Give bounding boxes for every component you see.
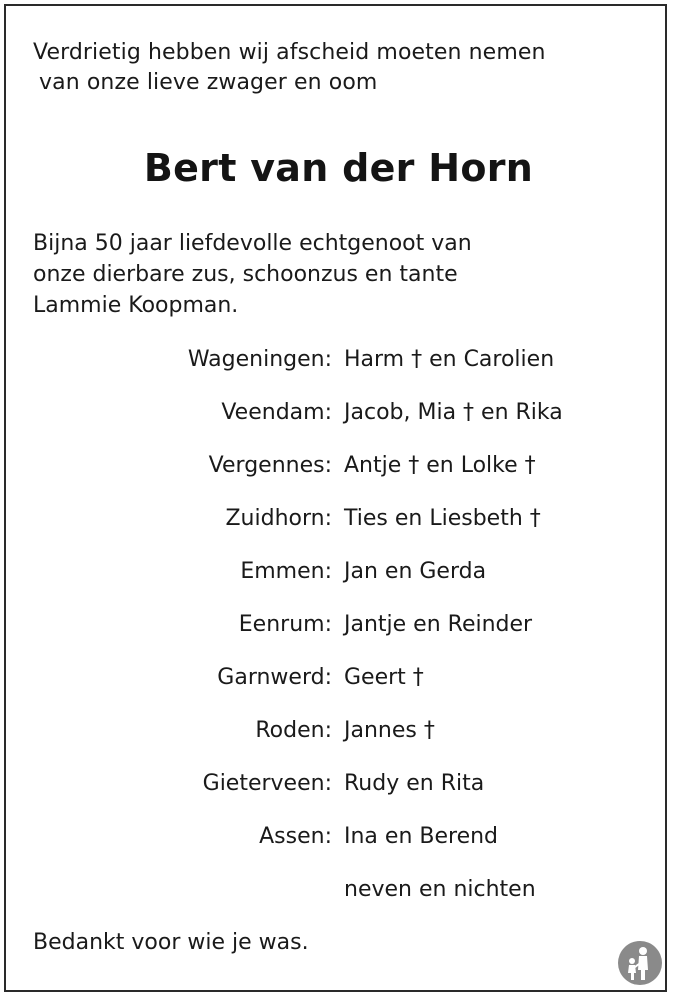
memorial-figures-logo-icon xyxy=(617,940,663,986)
relative-names: neven en nichten xyxy=(344,877,536,902)
intro-line-1: Verdrietig hebben wij afscheid moeten nemen xyxy=(33,40,546,65)
relative-place: Eenrum: xyxy=(238,612,332,637)
relative-row xyxy=(0,552,677,605)
relative-row xyxy=(0,393,677,446)
relative-row xyxy=(0,711,677,764)
relative-names: Harm † en Carolien xyxy=(344,347,555,372)
relative-names: Geert † xyxy=(344,665,424,690)
relative-row xyxy=(0,817,677,870)
relative-row xyxy=(0,764,677,817)
bio-line-2: onze dierbare zus, schoonzus en tante xyxy=(33,262,458,287)
closing-text: Bedankt voor wie je was. xyxy=(33,930,309,955)
relative-names: Jannes † xyxy=(344,718,435,743)
relative-names: Ties en Liesbeth † xyxy=(344,506,541,531)
intro-line-2: van onze lieve zwager en oom xyxy=(39,70,378,95)
bio-line-1: Bijna 50 jaar liefdevolle echtgenoot van xyxy=(33,231,472,256)
relative-place: Vergennes: xyxy=(208,453,332,478)
relative-place: Gieterveen: xyxy=(202,771,332,796)
relative-names: Ina en Berend xyxy=(344,824,499,849)
relatives-list xyxy=(0,340,677,923)
relative-names: Rudy en Rita xyxy=(344,771,485,796)
relative-names: Jan en Gerda xyxy=(344,559,487,584)
relative-row xyxy=(0,340,677,393)
relative-place: Veendam: xyxy=(221,400,332,425)
bio-text xyxy=(33,228,472,321)
relative-names: Antje † en Lolke † xyxy=(344,453,536,478)
intro-text xyxy=(33,38,546,98)
bio-line-3: Lammie Koopman. xyxy=(33,293,239,318)
relative-place: Roden: xyxy=(255,718,332,743)
relative-row xyxy=(0,446,677,499)
deceased-name: Bert van der Horn xyxy=(143,146,534,190)
relative-row xyxy=(0,658,677,711)
relative-place: Wageningen: xyxy=(187,347,332,372)
relative-names: Jantje en Reinder xyxy=(344,612,533,637)
relative-place: Zuidhorn: xyxy=(225,506,332,531)
relative-place: Emmen: xyxy=(240,559,332,584)
relative-place: Garnwerd: xyxy=(217,665,332,690)
relative-row xyxy=(0,870,677,923)
relative-names: Jacob, Mia † en Rika xyxy=(344,400,563,425)
relative-row xyxy=(0,499,677,552)
relative-row xyxy=(0,605,677,658)
relative-place: Assen: xyxy=(259,824,332,849)
